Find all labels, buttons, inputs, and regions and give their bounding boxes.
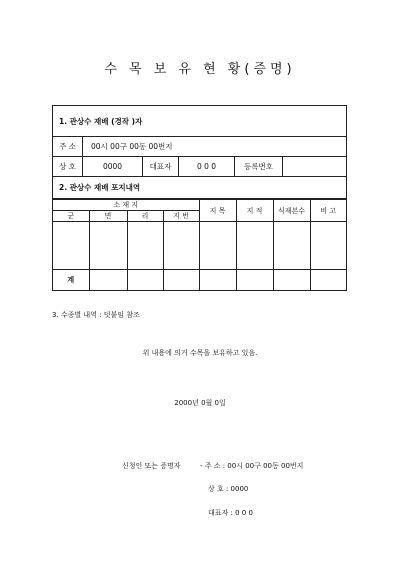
plot-table-row xyxy=(53,199,346,290)
col-myeon: 면 xyxy=(89,211,127,222)
col-gun: 군 xyxy=(53,211,89,222)
document-title: 수 목 보 유 현 황(증명) xyxy=(104,62,296,77)
issue-date: 2000년 0월 0일 xyxy=(174,399,226,407)
col-area-type: 지 목 xyxy=(199,200,236,222)
applicant-company: 상 호 : 0000 xyxy=(208,485,249,493)
section1-row xyxy=(53,106,346,137)
col-area: 지 적 xyxy=(236,200,273,222)
address-value: 00시 00구 00동 00번지 xyxy=(91,142,173,151)
total-row xyxy=(53,270,346,290)
statement-text: 위 내용에 의거 수목을 보유하고 있음. xyxy=(142,349,258,357)
note-text: 3. 수종별 내역 : 덧붙임 참조 xyxy=(52,311,140,319)
company-label: 상 호 xyxy=(53,157,83,176)
holding-form xyxy=(52,105,347,291)
company-value: 0000 xyxy=(83,157,143,176)
section2-row xyxy=(53,177,346,199)
address-label: 주 소 xyxy=(53,137,83,156)
col-count: 식재본수 xyxy=(273,200,310,222)
applicant-rep: 대표자 : 0 0 0 xyxy=(208,509,253,517)
rep-value: 0 0 0 xyxy=(179,157,235,176)
rep-label: 대표자 xyxy=(143,157,179,176)
regno-label: 등록번호 xyxy=(235,157,283,176)
location-header: 소 재 지 xyxy=(53,200,199,211)
col-lot: 지 번 xyxy=(163,211,199,222)
col-remark: 비 고 xyxy=(310,200,346,222)
applicant-label: 신청인 또는 증명자 xyxy=(122,462,181,470)
table-row xyxy=(53,222,346,270)
section2-heading: 2. 관상수 재배 포지내역 xyxy=(59,183,141,192)
applicant-address: - 주 소 : 00시 00구 00동 00번지 xyxy=(200,462,304,470)
plot-table xyxy=(53,199,346,290)
regno-value xyxy=(283,157,346,176)
total-label: 계 xyxy=(53,270,89,290)
business-row xyxy=(53,157,346,177)
col-ri: 리 xyxy=(127,211,163,222)
section1-heading: 1. 관상수 재배 (경작 )자 xyxy=(59,116,143,126)
address-row xyxy=(53,137,346,157)
